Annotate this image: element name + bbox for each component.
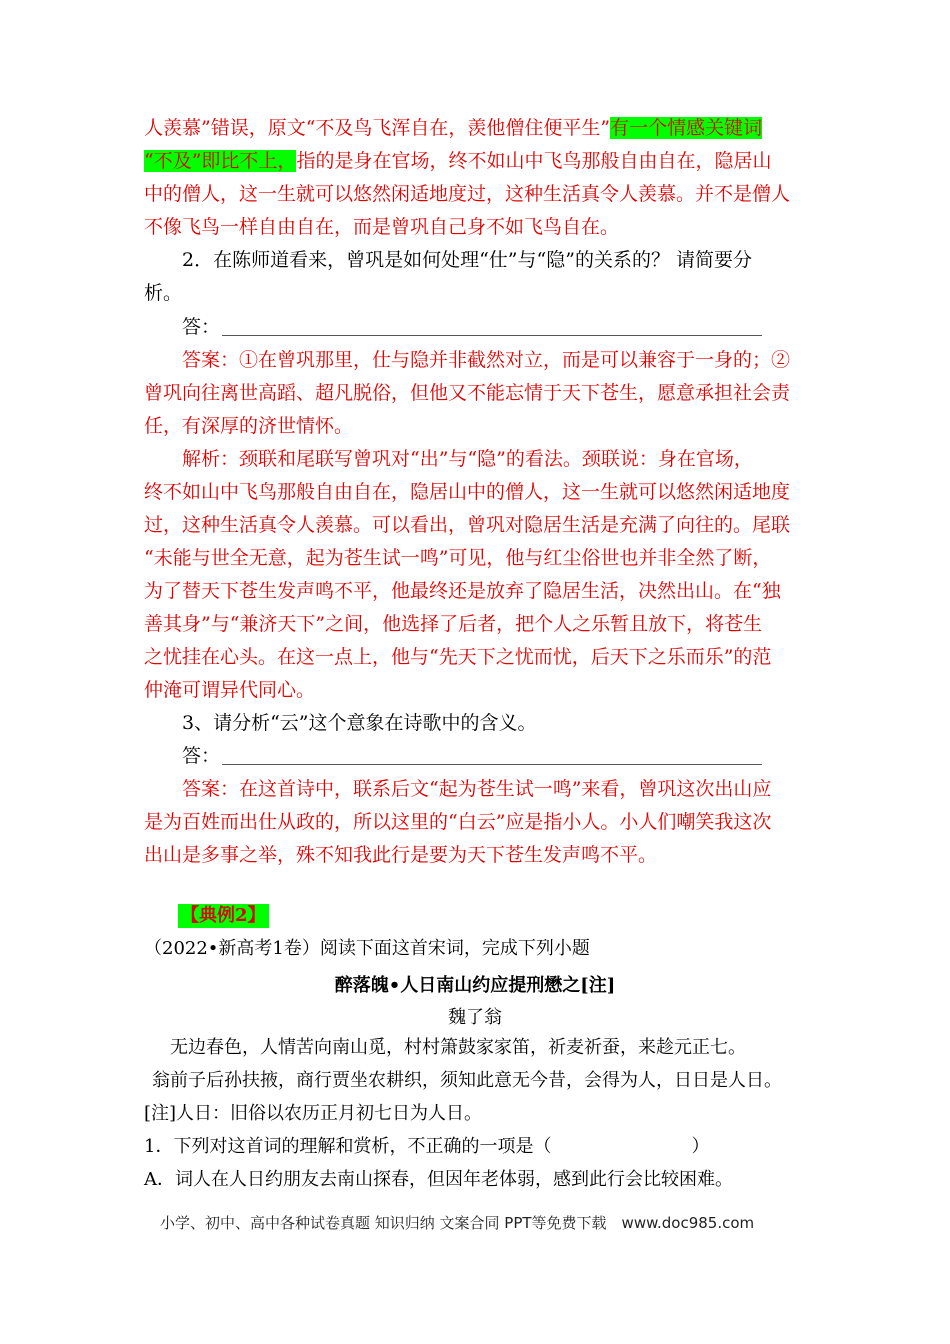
text-line: 不像飞鸟一样自由自在，而是曾巩自己身不如飞鸟自在。	[144, 216, 620, 238]
poem-author: 魏了翁	[448, 1007, 502, 1028]
answer-text: 任，有深厚的济世情怀。	[144, 415, 354, 437]
answer-text: 出山是多事之举，殊不知我此行是要为天下苍生发声鸣不平。	[144, 844, 658, 866]
answer-text: 是为百姓而出仕从政的，所以这里的“白云”应是指小人。小人们嘲笑我这次	[144, 811, 772, 833]
text-line	[144, 116, 762, 140]
text-line	[144, 149, 771, 173]
note-line: [注]人日：旧俗以农历正月初七日为人日。	[144, 1103, 483, 1124]
text-line: 中的僧人，这一生就可以悠然闲适地度过，这种生活真令人羡慕。并不是僧人	[144, 183, 791, 205]
poem-line: 翁前子后孙扶掖，商行贾坐农耕织，须知此意无今昔，会得为人，日日是人日。	[152, 1070, 782, 1091]
question-text-close: ）	[691, 1136, 710, 1157]
answer-text: 答案：①在曾巩那里，仕与隐并非截然对立，而是可以兼容于一身的；②	[182, 349, 791, 371]
source-line: （2022•新高考1卷）阅读下面这首宋词，完成下列小题	[144, 938, 590, 959]
answer-blank[interactable]	[222, 321, 762, 336]
explanation-text: 为了替天下苍生发声鸣不平，他最终还是放弃了隐居生活，决然出山。在“独	[144, 580, 781, 602]
answer-label: 答：	[182, 316, 221, 338]
explanation-text: 解析：颈联和尾联写曾巩对“出”与“隐”的看法。颈联说：身在官场，	[182, 448, 753, 470]
answer-prompt	[182, 315, 762, 339]
explanation-text: 终不如山中飞鸟那般自由自在，隐居山中的僧人，这一生就可以悠然闲适地度	[144, 481, 791, 503]
answer-text: 答案：在这首诗中，联系后文“起为苍生试一鸣”来看，曾巩这次出山应	[182, 778, 772, 800]
highlighted-text: “不及”即比不上，	[144, 150, 297, 172]
option-a: A．词人在人日约朋友去南山探春，但因年老体弱，感到此行会比较困难。	[144, 1169, 733, 1190]
explanation-text: “未能与世全无意，起为苍生试一鸣”可见，他与红尘俗世也并非全然了断，	[144, 547, 772, 569]
question-text: 3、请分析“云”这个意象在诗歌中的含义。	[182, 712, 537, 734]
page-footer: 小学、初中、高中各种试卷真题 知识归纳 文案合同 PPT等免费下载 www.doc985.com	[160, 1214, 755, 1232]
explanation-text: 善其身”与“兼济天下”之间，他选择了后者，把个人之乐暂且放下，将苍生	[144, 613, 763, 635]
question-text: 1．下列对这首词的理解和赏析，不正确的一项是（	[144, 1136, 552, 1157]
question-text: 2．在陈师道看来，曾巩是如何处理“仕”与“隐”的关系的？ 请简要分	[182, 249, 752, 271]
text-segment: 人羡慕”错误，原文“不及鸟飞浑自在，羡他僧住便平生”	[144, 117, 611, 139]
poem-line: 无边春色，人情苦向南山觅，村村箫鼓家家笛，祈麦祈蚕，来趁元正七。	[170, 1037, 746, 1058]
answer-label: 答：	[182, 745, 221, 767]
example-tag: 【典例2】	[178, 904, 269, 928]
answer-prompt	[182, 744, 762, 768]
explanation-text: 仲淹可谓异代同心。	[144, 679, 316, 701]
poem-title: 醉落魄•人日南山约应提刑懋之[注]	[334, 975, 616, 996]
explanation-text: 之忧挂在心头。在这一点上，他与“先天下之忧而忧，后天下之乐而乐”的范	[144, 646, 772, 668]
answer-blank[interactable]	[222, 750, 762, 765]
question-line	[144, 1135, 709, 1159]
text-segment: 指的是身在官场，终不如山中飞鸟那般自由自在，隐居山	[296, 150, 772, 172]
explanation-text: 过，这种生活真令人羡慕。可以看出，曾巩对隐居生活是充满了向往的。尾联	[144, 514, 791, 536]
highlighted-text: 有一个情感关键词	[610, 117, 763, 139]
question-text: 析。	[144, 282, 183, 304]
answer-text: 曾巩向往离世高蹈、超凡脱俗，但他又不能忘情于天下苍生，愿意承担社会责	[144, 382, 791, 404]
